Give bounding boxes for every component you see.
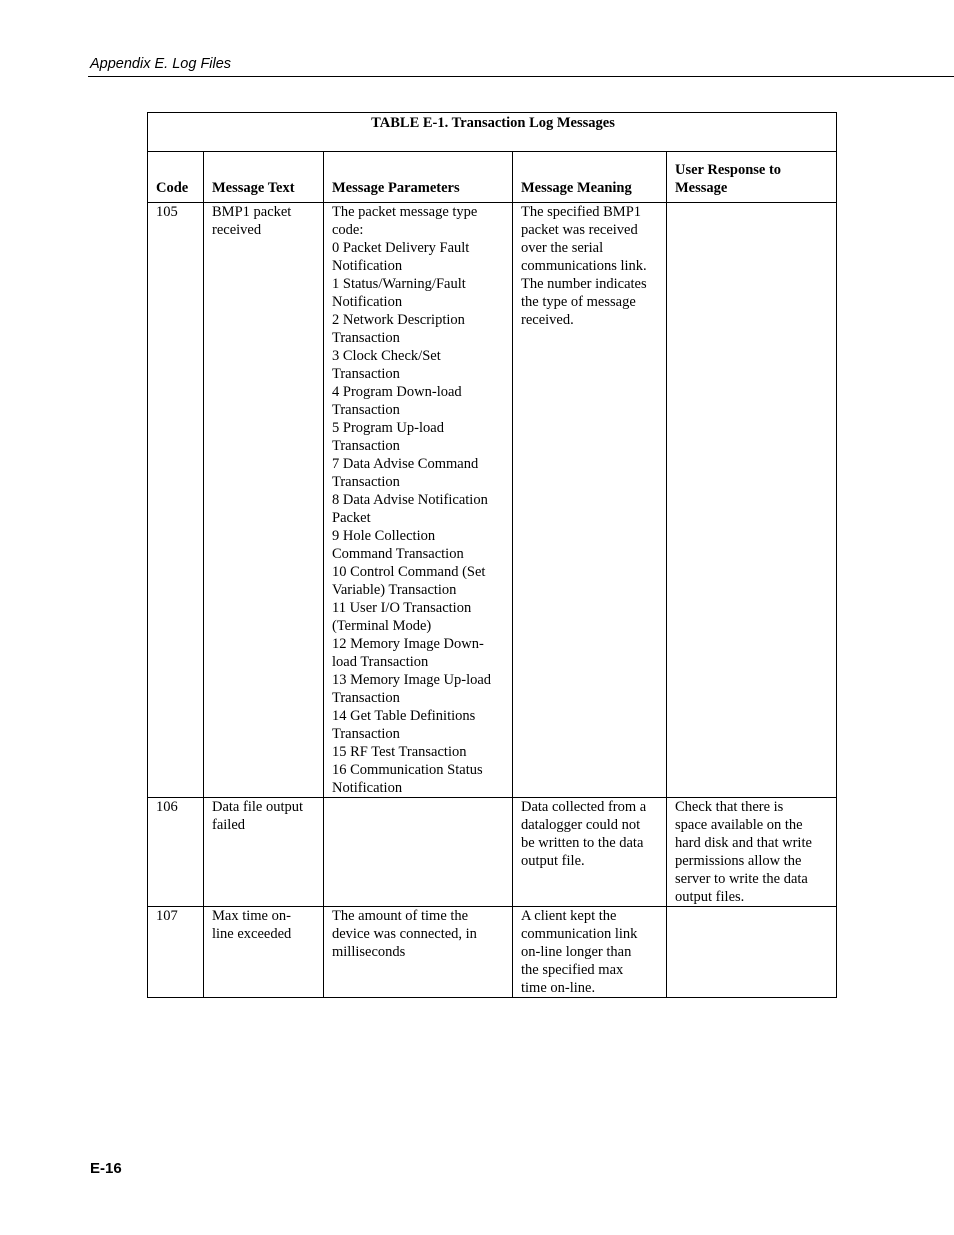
cell-line: output file. [521,853,585,869]
column-header-code: Code [148,152,204,203]
cell-line: Notification [332,780,403,796]
cell-line: 11 User I/O Transaction [332,600,472,616]
cell-line: permissions allow the [675,853,802,869]
cell-line: server to write the data [675,871,808,887]
cell-line: failed [212,817,246,833]
table-caption-row [148,113,837,152]
message-meaning-cell [513,798,667,907]
cell-line: Transaction [332,726,400,742]
cell-line: code: [332,222,364,238]
cell-line: Transaction [332,438,400,454]
user-response-cell [667,798,837,907]
column-header-message-parameters: Message Parameters [324,152,513,203]
header-divider [88,76,954,77]
cell-line: 13 Memory Image Up-load [332,672,492,688]
code-cell: 106 [148,798,204,907]
cell-line: the specified max [521,962,624,978]
message-parameters-cell [324,907,513,998]
cell-line: 0 Packet Delivery Fault [332,240,470,256]
cell-line: on-line longer than [521,944,632,960]
cell-line: The amount of time the [332,908,469,924]
cell-line: 2 Network Description [332,312,465,328]
user-response-cell [667,907,837,998]
cell-line: Transaction [332,366,400,382]
cell-line: Transaction [332,474,400,490]
cell-line: 12 Memory Image Down- [332,636,484,652]
cell-line: Transaction [332,330,400,346]
table-header-row [148,152,837,203]
message-meaning-cell [513,907,667,998]
page-header: Appendix E. Log Files [90,56,232,72]
cell-line: 9 Hole Collection [332,528,436,544]
cell-line: Data collected from a [521,799,647,815]
cell-line: received [212,222,262,238]
code-cell: 107 [148,907,204,998]
cell-line: 7 Data Advise Command [332,456,479,472]
cell-line: A client kept the [521,908,617,924]
cell-line: milliseconds [332,944,406,960]
table-row [148,907,837,998]
column-header-user-response: User Response to Message [667,152,837,203]
cell-line: (Terminal Mode) [332,618,432,634]
cell-line: Notification [332,294,403,310]
cell-line: 8 Data Advise Notification [332,492,488,508]
cell-line: 1 Status/Warning/Fault [332,276,466,292]
cell-line: hard disk and that write [675,835,812,851]
cell-line: 4 Program Down-load [332,384,462,400]
cell-line: communication link [521,926,638,942]
cell-line: 3 Clock Check/Set [332,348,441,364]
cell-line: Transaction [332,402,400,418]
message-parameters-cell [324,203,513,798]
cell-line: Command Transaction [332,546,464,562]
column-header-message-meaning: Message Meaning [513,152,667,203]
cell-line: Data file output [212,799,304,815]
cell-line: output files. [675,889,745,905]
cell-line: load Transaction [332,654,429,670]
cell-line: The number indicates [521,276,647,292]
message-parameters-cell [324,798,513,907]
transaction-log-table [147,112,837,998]
cell-line: 10 Control Command (Set [332,564,486,580]
cell-line: The packet message type [332,204,478,220]
cell-line: Packet [332,510,371,526]
message-meaning-cell [513,203,667,798]
cell-line: time on-line. [521,980,596,996]
cell-line: Variable) Transaction [332,582,457,598]
table-row [148,203,837,798]
cell-line: line exceeded [212,926,292,942]
code-cell: 105 [148,203,204,798]
column-header-message-text: Message Text [204,152,324,203]
table-row [148,798,837,907]
cell-line: packet was received [521,222,638,238]
cell-line: be written to the data [521,835,644,851]
message-text-cell [204,798,324,907]
page-number: E-16 [90,1160,122,1177]
cell-line: datalogger could not [521,817,641,833]
cell-line: The specified BMP1 [521,204,642,220]
user-response-cell [667,203,837,798]
cell-line: 14 Get Table Definitions [332,708,476,724]
message-text-cell [204,907,324,998]
cell-line: 16 Communication Status [332,762,483,778]
cell-line: communications link. [521,258,647,274]
cell-line: BMP1 packet [212,204,292,220]
cell-line: over the serial [521,240,604,256]
cell-line: Max time on- [212,908,291,924]
cell-line: Check that there is [675,799,784,815]
cell-line: the type of message [521,294,636,310]
cell-line: space available on the [675,817,803,833]
cell-line: Notification [332,258,403,274]
cell-line: 15 RF Test Transaction [332,744,467,760]
cell-line: device was connected, in [332,926,477,942]
cell-line: Transaction [332,690,400,706]
cell-line: 5 Program Up-load [332,420,444,436]
message-text-cell [204,203,324,798]
table-caption: TABLE E-1. Transaction Log Messages [148,113,837,152]
cell-line: received. [521,312,574,328]
